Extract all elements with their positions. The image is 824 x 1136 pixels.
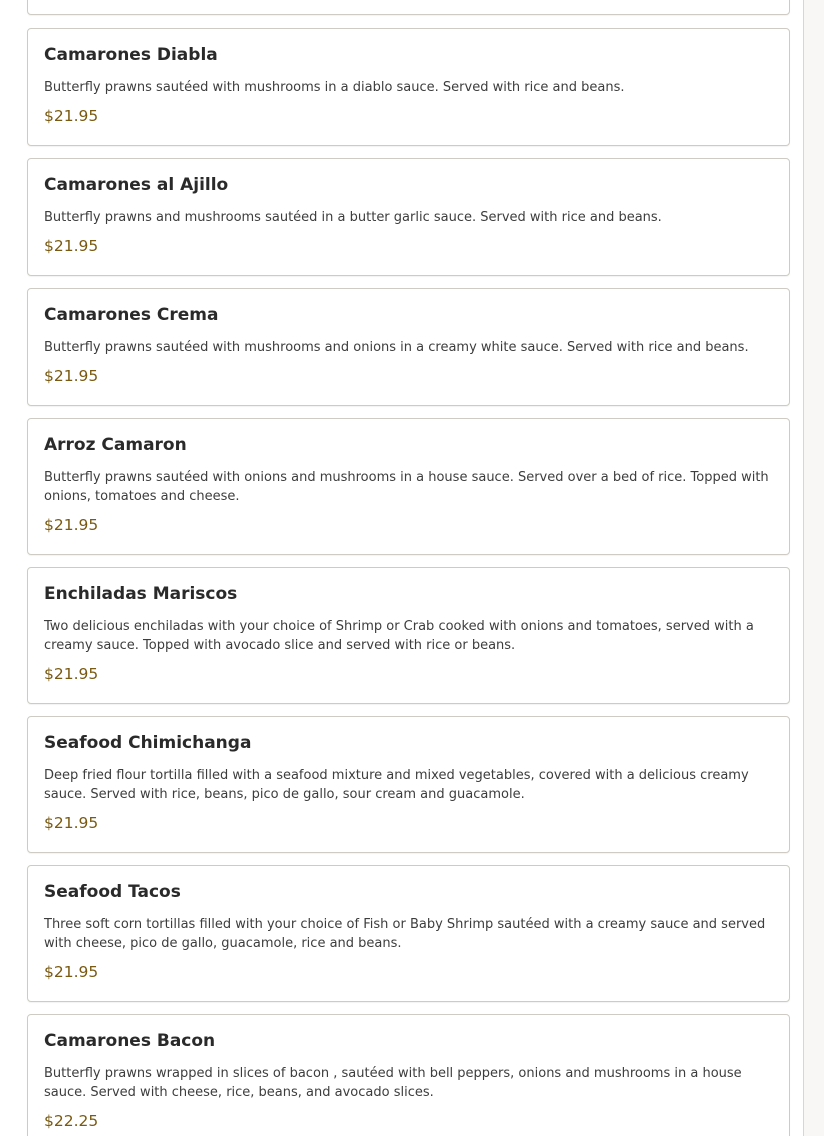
menu-item-description: Butterfly prawns sautéed with mushrooms in a diablo sauce. Served with rice and beans. (44, 80, 625, 95)
page-scrollbar[interactable] (804, 0, 824, 1136)
menu-item-description: Butterfly prawns sautéed with onions and mushrooms in a house sauce. Served over a bed of rice. Topped with onions, tomatoes and cheese. (44, 470, 769, 504)
menu-item-name: Camarones Diabla (44, 45, 218, 65)
menu-item-card[interactable] (27, 716, 790, 853)
menu-item-card[interactable] (27, 865, 790, 1002)
menu-item-name: Camarones Crema (44, 305, 219, 325)
menu-item-price: $21.95 (44, 516, 99, 534)
menu-item-price: $21.95 (44, 237, 99, 255)
menu-item-name: Seafood Tacos (44, 882, 181, 902)
menu-item-card-partial[interactable] (27, 0, 790, 15)
menu-item-card[interactable] (27, 567, 790, 704)
menu-item-name: Seafood Chimichanga (44, 733, 252, 753)
menu-item-price: $21.95 (44, 814, 99, 832)
menu-item-price: $21.95 (44, 963, 99, 981)
menu-item-description: Butterfly prawns sautéed with mushrooms and onions in a creamy white sauce. Served with rice and beans. (44, 340, 749, 355)
menu-item-name: Arroz Camaron (44, 435, 187, 455)
menu-item-card[interactable] (27, 1014, 790, 1136)
menu-item-card[interactable] (27, 158, 790, 276)
menu-item-price: $21.95 (44, 107, 99, 125)
menu-item-description: Three soft corn tortillas filled with your choice of Fish or Baby Shrimp sautéed with a creamy sauce and served with cheese, pico de gallo, guacamole, rice and beans. (44, 917, 766, 951)
menu-item-card[interactable] (27, 288, 790, 406)
menu-item-name: Enchiladas Mariscos (44, 584, 238, 604)
menu-item-price: $21.95 (44, 367, 99, 385)
menu-item-description: Two delicious enchiladas with your choice of Shrimp or Crab cooked with onions and tomatoes, served with a creamy sauce. Topped with avocado slice and served with rice or beans. (44, 619, 754, 653)
menu-item-card[interactable] (27, 28, 790, 146)
menu-item-card[interactable] (27, 418, 790, 555)
menu-item-description: Deep fried flour tortilla filled with a seafood mixture and mixed vegetables, covered with a delicious creamy sauce. Served with rice, beans, pico de gallo, sour cream and guacamole. (44, 768, 749, 802)
menu-item-description: Butterfly prawns wrapped in slices of bacon , sautéed with bell peppers, onions and mushrooms in a house sauce. Served with cheese, rice, beans, and avocado slices. (44, 1066, 742, 1100)
menu-item-price: $22.25 (44, 1112, 99, 1130)
menu-item-name: Camarones Bacon (44, 1031, 216, 1051)
menu-item-name: Camarones al Ajillo (44, 175, 229, 195)
menu-item-description: Butterfly prawns and mushrooms sautéed in a butter garlic sauce. Served with rice and beans. (44, 210, 662, 225)
menu-item-price: $21.95 (44, 665, 99, 683)
